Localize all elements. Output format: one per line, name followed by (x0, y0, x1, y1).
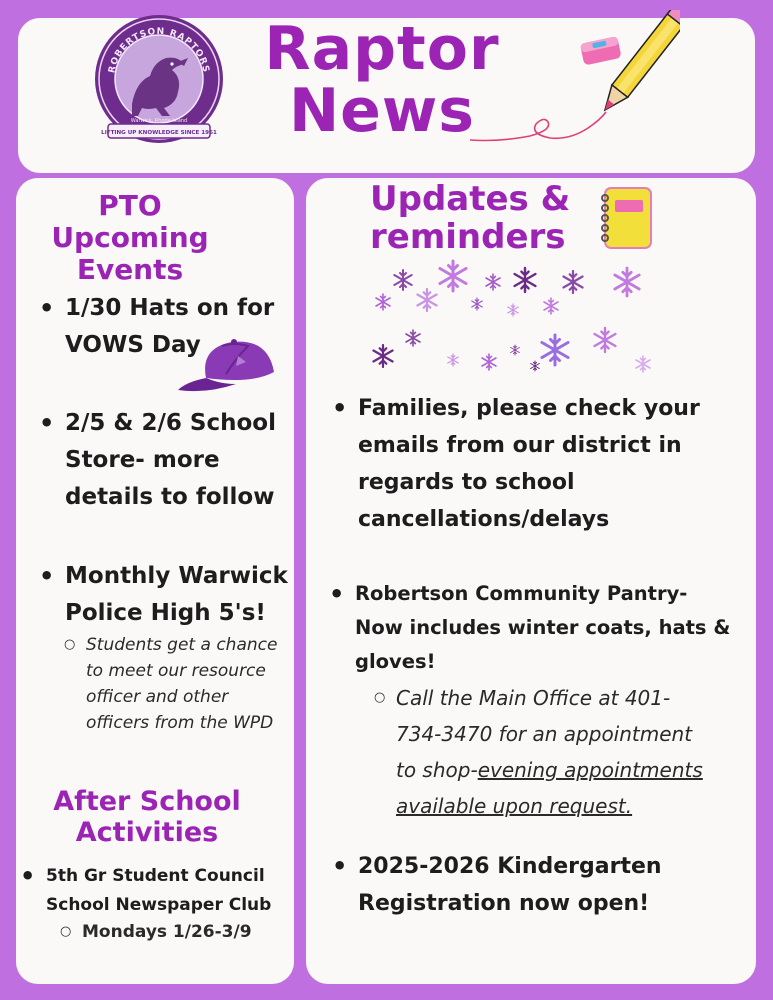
pto-event-item: • 2/5 & 2/6 School Store- more details to follow (65, 405, 276, 516)
pencil-eraser-icon (460, 10, 680, 150)
pto-event-item: • 1/30 Hats on for VOWS Day (65, 290, 274, 364)
title-line-2: News (288, 76, 476, 146)
pto-event-sub-item: ○ Students get a chance to meet our resource officer and other officers from the WPD (86, 632, 277, 736)
snowflakes-decoration (365, 258, 665, 378)
update-sub-item: ○ Call the Main Office at 401- 734-3470 for an appointment to shop-evening appointments available upon request. (396, 680, 703, 824)
update-item: • 2025-2026 Kindergarten Registration now open! (358, 848, 662, 922)
update-item: • Robertson Community Pantry- Now includes winter coats, hats & gloves! (355, 577, 730, 679)
pto-upcoming-events-heading: PTO Upcoming Events (51, 189, 209, 286)
baseball-cap-icon (176, 332, 288, 394)
svg-text:Warwick, Rhode Island: Warwick, Rhode Island (130, 118, 188, 124)
notebook-icon (595, 184, 657, 252)
after-school-activities-heading: After School Activities (53, 786, 241, 848)
pto-event-item: • Monthly Warwick Police High 5's! (65, 558, 288, 632)
update-item: • Families, please check your emails from our district in regards to school cancellations/delays (358, 390, 700, 538)
updates-reminders-heading: Updates & reminders (370, 179, 571, 257)
svg-text:ROBERTSON RAPTORS: ROBERTSON RAPTORS (107, 26, 211, 74)
after-school-sub-item: ○ Mondays 1/26-3/9 (82, 919, 252, 945)
robertson-raptors-logo (92, 12, 226, 146)
after-school-item: • 5th Gr Student Council School Newspaper Club (46, 862, 271, 920)
svg-text:LIFTING UP KNOWLEDGE SINCE 196: LIFTING UP KNOWLEDGE SINCE 1961 (101, 130, 217, 136)
evening-appointments-text: evening appointments (477, 758, 703, 782)
title-line-1: Raptor (264, 14, 500, 84)
